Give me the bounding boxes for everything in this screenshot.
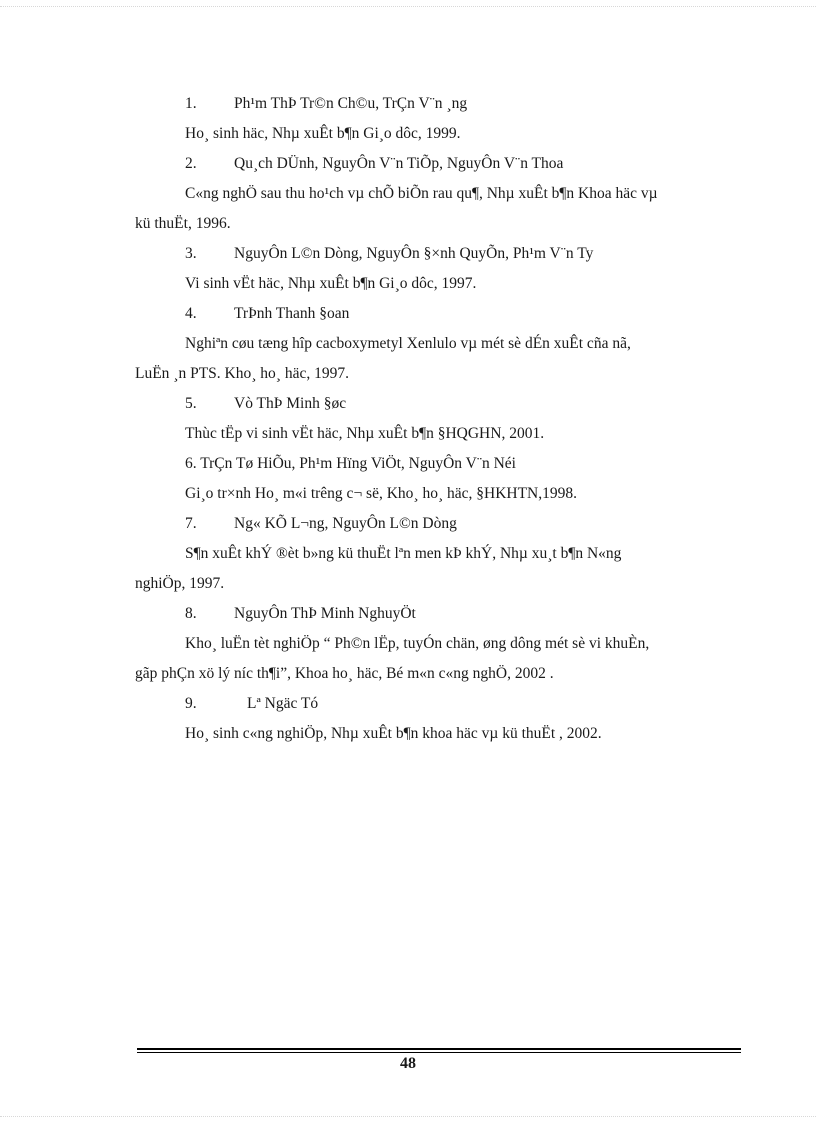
reference-detail: Kho¸ luËn tèt nghiÖp “ Ph©n lËp, tuyÓn chän, øng dông mét sè vi khuÈn, (185, 635, 650, 652)
reference-detail: LuËn ¸n PTS. Kho¸ ho¸ häc, 1997. (135, 365, 349, 382)
reference-number: 4. (185, 305, 197, 322)
reference-detail: Gi¸o tr×nh Ho¸ m«i trêng c¬ së, Kho¸ ho¸ häc, §HKHTN,1998. (185, 485, 577, 502)
reference-detail: S¶n xuÊt khÝ ®èt b»ng kü thuËt lªn men kÞ khÝ, Nhµ xu¸t b¶n N«ng (185, 545, 622, 562)
reference-detail: Ho¸ sinh c«ng nghiÖp, Nhµ xuÊt b¶n khoa häc vµ kü thuËt , 2002. (185, 725, 602, 742)
top-dotted-edge (0, 6, 816, 7)
reference-entry-7-head (185, 514, 457, 534)
reference-entry-9-head (185, 694, 318, 714)
reference-authors: Lª Ngäc Tó (247, 695, 319, 712)
reference-number: 1. (185, 95, 197, 112)
reference-detail: Ho¸ sinh häc, Nhµ xuÊt b¶n Gi¸o dôc, 1999. (185, 125, 461, 142)
reference-detail: gãp phÇn xö lý níc th¶i”, Khoa ho¸ häc, Bé m«n c«ng nghÖ, 2002 . (135, 665, 554, 682)
bottom-dotted-edge (0, 1116, 816, 1117)
reference-number: 5. (185, 395, 197, 412)
reference-authors: TrÞnh Thanh §oan (234, 305, 350, 322)
page-number: 48 (400, 1055, 416, 1072)
reference-number: 3. (185, 245, 197, 262)
reference-number: 7. (185, 515, 197, 532)
reference-detail: nghiÖp, 1997. (135, 575, 225, 592)
footer-rule-thin (137, 1052, 741, 1053)
reference-authors: NguyÔn L©n Dòng, NguyÔn §×nh QuyÕn, Ph¹m V¨n Ty (234, 245, 594, 262)
reference-entry-6-head (185, 454, 516, 474)
reference-detail: Nghiªn cøu tæng hîp cacboxymetyl Xenlulo vµ mét sè dÉn xuÊt cña nã, (185, 335, 631, 352)
reference-authors: 6. TrÇn Tø HiÕu, Ph¹m Hïng ViÖt, NguyÔn V¨n Néi (185, 455, 516, 472)
reference-entry-5-head (185, 394, 346, 414)
reference-authors: Ph¹m ThÞ Tr©n Ch©u, TrÇn V¨n ¸ng (234, 95, 468, 112)
reference-detail: Vi sinh vËt häc, Nhµ xuÊt b¶n Gi¸o dôc, 1997. (185, 275, 477, 292)
reference-number: 2. (185, 155, 197, 172)
reference-detail: Thùc tËp vi sinh vËt häc, Nhµ xuÊt b¶n §HQGHN, 2001. (185, 425, 545, 442)
reference-entry-3-head (185, 244, 593, 264)
footer-rule-thick (137, 1048, 741, 1050)
reference-entry-1-head (185, 94, 467, 114)
reference-authors: NguyÔn ThÞ Minh NghuyÖt (234, 605, 416, 622)
reference-detail: kü thuËt, 1996. (135, 215, 231, 232)
reference-number: 9. (185, 695, 197, 712)
reference-authors: Qu¸ch DÜnh, NguyÔn V¨n TiÕp, NguyÔn V¨n Thoa (234, 155, 564, 172)
reference-number: 8. (185, 605, 197, 622)
reference-detail: C«ng nghÖ sau thu ho¹ch vµ chÕ biÕn rau qu¶, Nhµ xuÊt b¶n Khoa häc vµ (185, 185, 658, 202)
footer-rule (137, 1048, 741, 1054)
reference-entry-4-head (185, 304, 349, 324)
reference-entry-2-head (185, 154, 563, 174)
reference-authors: Ng« KÕ L¬ng, NguyÔn L©n Dòng (234, 515, 457, 532)
reference-authors: Vò ThÞ Minh §øc (234, 395, 347, 412)
reference-entry-8-head (185, 604, 416, 624)
